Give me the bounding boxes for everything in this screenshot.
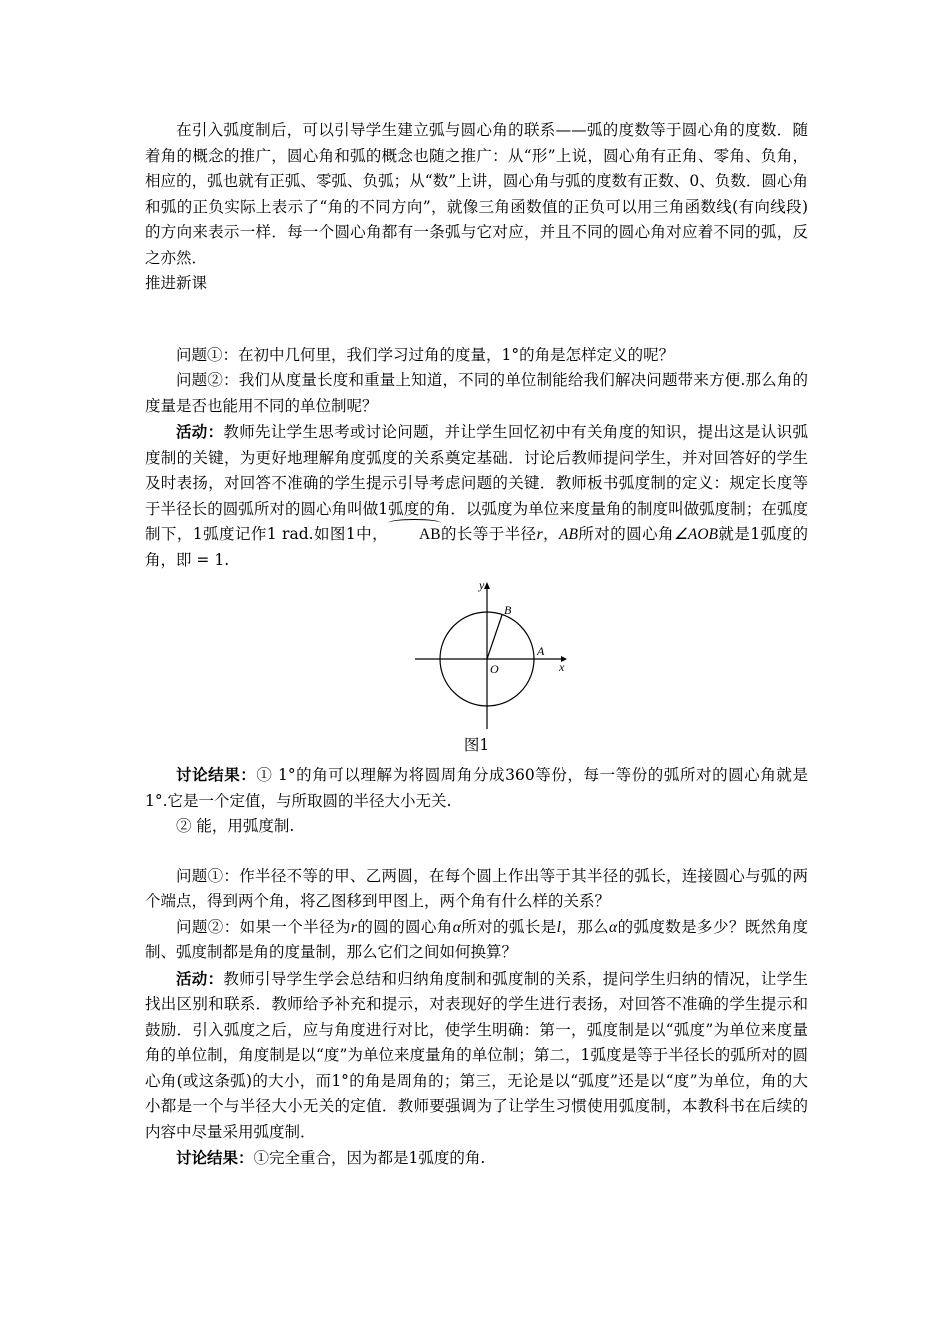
unit-circle-diagram (415, 579, 575, 729)
activity-text: 教师先让学生思考或讨论问题，并让学生回忆初中有关角度的知识，提出这是认识弧度制的关键，为更好地理解角度弧度的关系奠定基础．讨论后教师提问学生，并对回答好的学生及时表扬，对回答不准确的学生提示引导考虑问题的关键．教师板书弧度制的定义：规定长度等于半径长的圆弧所对的圆心角叫做1弧度的角．以弧度为单位来度量角的制度叫做弧度制；在弧度制下，1弧度记作1 rad.如图1中， (145, 423, 808, 543)
activity-label: 活动： (176, 422, 224, 441)
result-paragraph-2: ② 能，用弧度制. (176, 817, 295, 835)
figure-1 (145, 579, 808, 729)
document-page (145, 118, 808, 1172)
point-b-label: B (504, 603, 512, 617)
radius-symbol: r (536, 526, 543, 543)
q2-text-a: 问题②：如果一个半径为 (176, 917, 351, 936)
result-paragraph-3 (145, 1145, 808, 1172)
q2-text-b: 的圆的圆心角 (356, 917, 453, 936)
q2-text-d: ，那么 (560, 917, 610, 936)
spacer (145, 840, 808, 864)
result-text-3: ①完全重合，因为都是1弧度的角. (253, 1149, 486, 1167)
result-label: 讨论结果： (176, 765, 257, 784)
question-1b: 问题①：作半径不等的甲、乙两圆，在每个圆上作出等于其半径的弧长，连接圆心与弧的两个端点，得到两个角，将乙图移到甲图上，两个角有什么样的关系？ (145, 866, 808, 910)
activity-paragraph (145, 419, 808, 573)
activity-text-3: 所对的圆心角 (577, 525, 674, 543)
q2-text-e: 的弧度数是多少？既然角度制、弧度制都是角的度量制，那么它们之间如何换算？ (145, 917, 808, 961)
angle-aob: ∠AOB (673, 526, 718, 543)
activity-paragraph-2 (145, 966, 808, 1146)
alpha-symbol-2: α (609, 918, 618, 936)
segment-ab: AB (559, 526, 578, 543)
activity-label-2: 活动： (176, 968, 224, 988)
result-text-1: ① 1°的角可以理解为将圆周角分成360等份，每一等份的弧所对的圆心角就是1°.它是一个定值，与所取圆的半径大小无关. (145, 766, 808, 810)
origin-label: O (490, 662, 499, 676)
figure-caption: 图1 (463, 736, 490, 754)
result-paragraph-1 (145, 762, 808, 814)
question-1: 问题①：在初中几何里，我们学习过角的度量，1°的角是怎样定义的呢？ (176, 345, 675, 364)
question-2: 问题②：我们从度量长度和重量上知道，不同的单位制能给我们解决问题带来方便.那么角的度量是否也能用不同的单位制呢？ (145, 371, 808, 415)
point-a-label: A (537, 644, 545, 658)
comma: ， (542, 525, 559, 543)
radius-symbol-2: r (350, 918, 357, 936)
x-label: x (559, 660, 565, 674)
y-axis-arrow (484, 582, 490, 589)
intro-paragraph: 在引入弧度制后，可以引导学生建立弧与圆心角的联系——弧的度数等于圆心角的度数．随着角的概念的推广，圆心角和弧的概念也随之推广：从“形”上说，圆心角有正角、零角、负角，相应的，弧也就有正弧、零弧、负弧；从“数”上讲，圆心角与弧的度数有正数、0、负数．圆心角和弧的正负实际上表示了“角的不同方向”，就像三角函数值的正负可以用三角函数线(有向线段)的方向来表示一样．每一个圆心角都有一条弧与它对应，并且不同的圆心角对应着不同的弧，反之亦然． (145, 121, 808, 267)
spacer (145, 297, 808, 343)
alpha-symbol: α (452, 918, 461, 936)
radius-ob (487, 615, 502, 659)
arc-length-symbol: l (556, 918, 561, 936)
activity-text-4: 就是1弧度的角，即 = 1. (145, 525, 808, 569)
section-heading: 推进新课 (145, 274, 208, 292)
arc-ab-label: AB (388, 522, 441, 548)
result-label-2: 讨论结果： (176, 1148, 254, 1167)
activity-text-b: 教师引导学生学会总结和归纳角度制和弧度制的关系，提问学生归纳的情况，让学生找出区别和联系．教师给予补充和提示，对表现好的学生进行表扬，对回答不准确的学生提示和鼓励．引入弧度之后，应与角度进行对比，使学生明确：第一，弧度制是以“弧度”为单位来度量角的单位制，角度制是以“度”为单位来度量角的单位制；第二，1弧度是等于半径长的弧所对的圆心角(或这条弧)的大小，而1°的角是周角的；第三，无论是以“弧度”还是以“度”为单位，角的大小都是一个与半径大小无关的定值．教师要强调为了让学生习惯使用弧度制，本教科书在后续的内容中尽量采用弧度制． (145, 969, 808, 1141)
activity-text-2: 的长等于半径 (440, 525, 537, 543)
q2-text-c: 所对的弧长是 (460, 917, 557, 936)
question-2b (145, 915, 808, 966)
y-label: y (479, 579, 485, 592)
